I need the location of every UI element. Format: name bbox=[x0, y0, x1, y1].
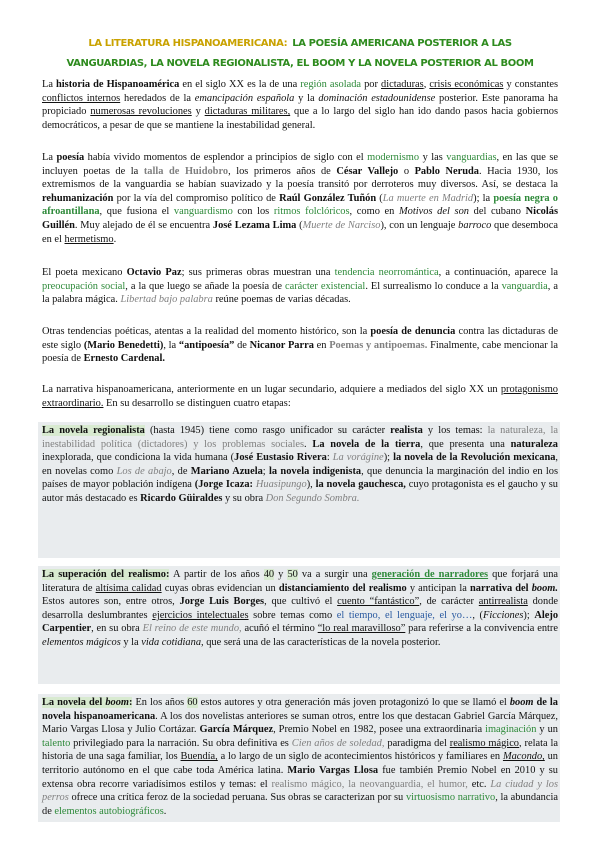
paragraph-history: La historia de Hispanoamérica en el siglo XX es la de una región asolada por dictaduras, crisis económicas y constantes conflictos internos heredados de la emancipación española y la dominación estadounidense posterior. Este panorama ha propiciado numerosas revoluciones y dictaduras militares, que a lo largo del siglo han ido dando pasos hacia gobiernos democráticos, a pesar de que se mantiene la inestabilidad general. bbox=[42, 79, 559, 131]
paragraph-regionalist-novel: La novela regionalista (hasta 1945) tiene como rasgo unificador su carácter realista y los temas: la naturaleza, la inestabilidad política (dictadores) y los problemas sociales. La novela de la tierra, que presenta una naturaleza inexplorada, que condiciona la vida humana (José Eustasio Rivera: La vorágine); la novela de la Revolución mexicana, en novelas como Los de abajo, de Mariano Azuela; la novela indigenista, que denuncia la marginación del indio en los países de mayor población indígena (Jorge Icaza: Huasipungo), la novela gauchesca, cuyo protagonista es el gaucho y su autor más destacado es Ricardo Güiraldes y su obra Don Segundo Sombra. bbox=[42, 425, 559, 504]
paragraph-poetry: La poesía había vivido momentos de esplendor a principios de siglo con el modernismo y las vanguardias, en las que se incluyen poetas de la talla de Huidobro, los primeros años de César Vallejo o Pablo Neruda. Hacia 1930, los extremismos de la vanguardia se habían suavizado y la poesía transitó por derroteros muy diversos. Así, se destaca la rehumanización por la vía del compromiso político de Raúl González Tuñón (La muerte en Madrid); la poesía negra o afroantillana, que fusiona el vanguardismo con los ritmos folclóricos, como en Motivos del son del cubano Nicolás Guillén. Muy alejado de él se encuentra José Lezama Lima (Muerte de Narciso), con un lenguaje barroco que desemboca en el hermetismo. bbox=[42, 152, 559, 245]
paragraph-other-trends: Otras tendencias poéticas, atentas a la realidad del momento histórico, son la poesía de denuncia contra las dictaduras de este siglo (Mario Benedetti), la “antipoesía” de Nicanor Parra en Poemas y antipoemas. Finalmente, cabe mencionar la poesía de Ernesto Cardenal. bbox=[42, 326, 559, 365]
paragraph-octavio-paz: El poeta mexicano Octavio Paz; sus primeras obras muestran una tendencia neorromántica, a continuación, aparece la preocupación social, a la que luego se añade la poesía de carácter existencial. El surrealismo lo conduce a la vanguardia, a la palabra mágica. Libertad bajo palabra reúne poemas de varias décadas. bbox=[42, 267, 558, 306]
paragraph-narrative-intro: La narrativa hispanoamericana, anteriormente en un lugar secundario, adquiere a mediados del siglo XX un protagonismo extraordinario. En su desarrollo se distinguen cuatro etapas: bbox=[42, 384, 558, 409]
title-line-1 bbox=[20, 38, 580, 49]
title-part-2: LA POESÍA AMERICANA POSTERIOR A LAS bbox=[289, 38, 512, 49]
title-line-2: VANGUARDIAS, LA NOVELA REGIONALISTA, EL BOOM Y LA NOVELA POSTERIOR AL BOOM bbox=[66, 58, 534, 69]
title-part-1: LA LITERATURA HISPANOAMERICANA: bbox=[88, 38, 288, 49]
paragraph-boom-novel: La novela del boom: En los años 60 estos autores y otra generación más joven protagonizó lo que se llamó el boom de la novela hispanoamericana. A los dos novelistas anteriores se suman otros, entre los que destacan Gabriel García Márquez, Mario Vargas Llosa y Julio Cortázar. García Márquez, Premio Nobel en 1982, posee una extraordinaria imaginación y un talento privilegiado para la narración. Su obra definitiva es Cien años de soledad, paradigma del realismo mágico, relata la historia de una saga familiar, los Buendía, a lo largo de un siglo de acontecimientos históricos y familiares en Macondo, un territorio autónomo en el que cabe toda América latina. Mario Vargas Llosa fue también Premio Nobel en 2010 y su extensa obra recorre variadísimos estilos y temas: el realismo mágico, la neovanguardia, el humor, etc. La ciudad y los perros ofrece una crítica feroz de la sociedad peruana. Sus obras se caracterizan por su virtuosismo narrativo, la abundancia de elementos autobiográficos. bbox=[42, 697, 559, 817]
paragraph-overcoming-realism: La superación del realismo: A partir de los años 40 y 50 va a surgir una generación de narradores que forjará una literatura de altísima calidad cuyas obras evidencian un distanciamiento del realismo y anticipan la narrativa del boom. Estos autores son, entre otros, Jorge Luis Borges, que cultivó el cuento “fantástico”, de carácter antirrealista donde desarrolla deslumbrantes ejercicios intelectuales sobre temas como el tiempo, el lenguaje, el yo…, (Ficciones); Alejo Carpentier, en su obra El reino de este mundo, acuñó el término “lo real maravilloso” para referirse a la convivencia entre elementos mágicos y la vida cotidiana, que será una de las características de la novela posterior. bbox=[42, 569, 559, 648]
